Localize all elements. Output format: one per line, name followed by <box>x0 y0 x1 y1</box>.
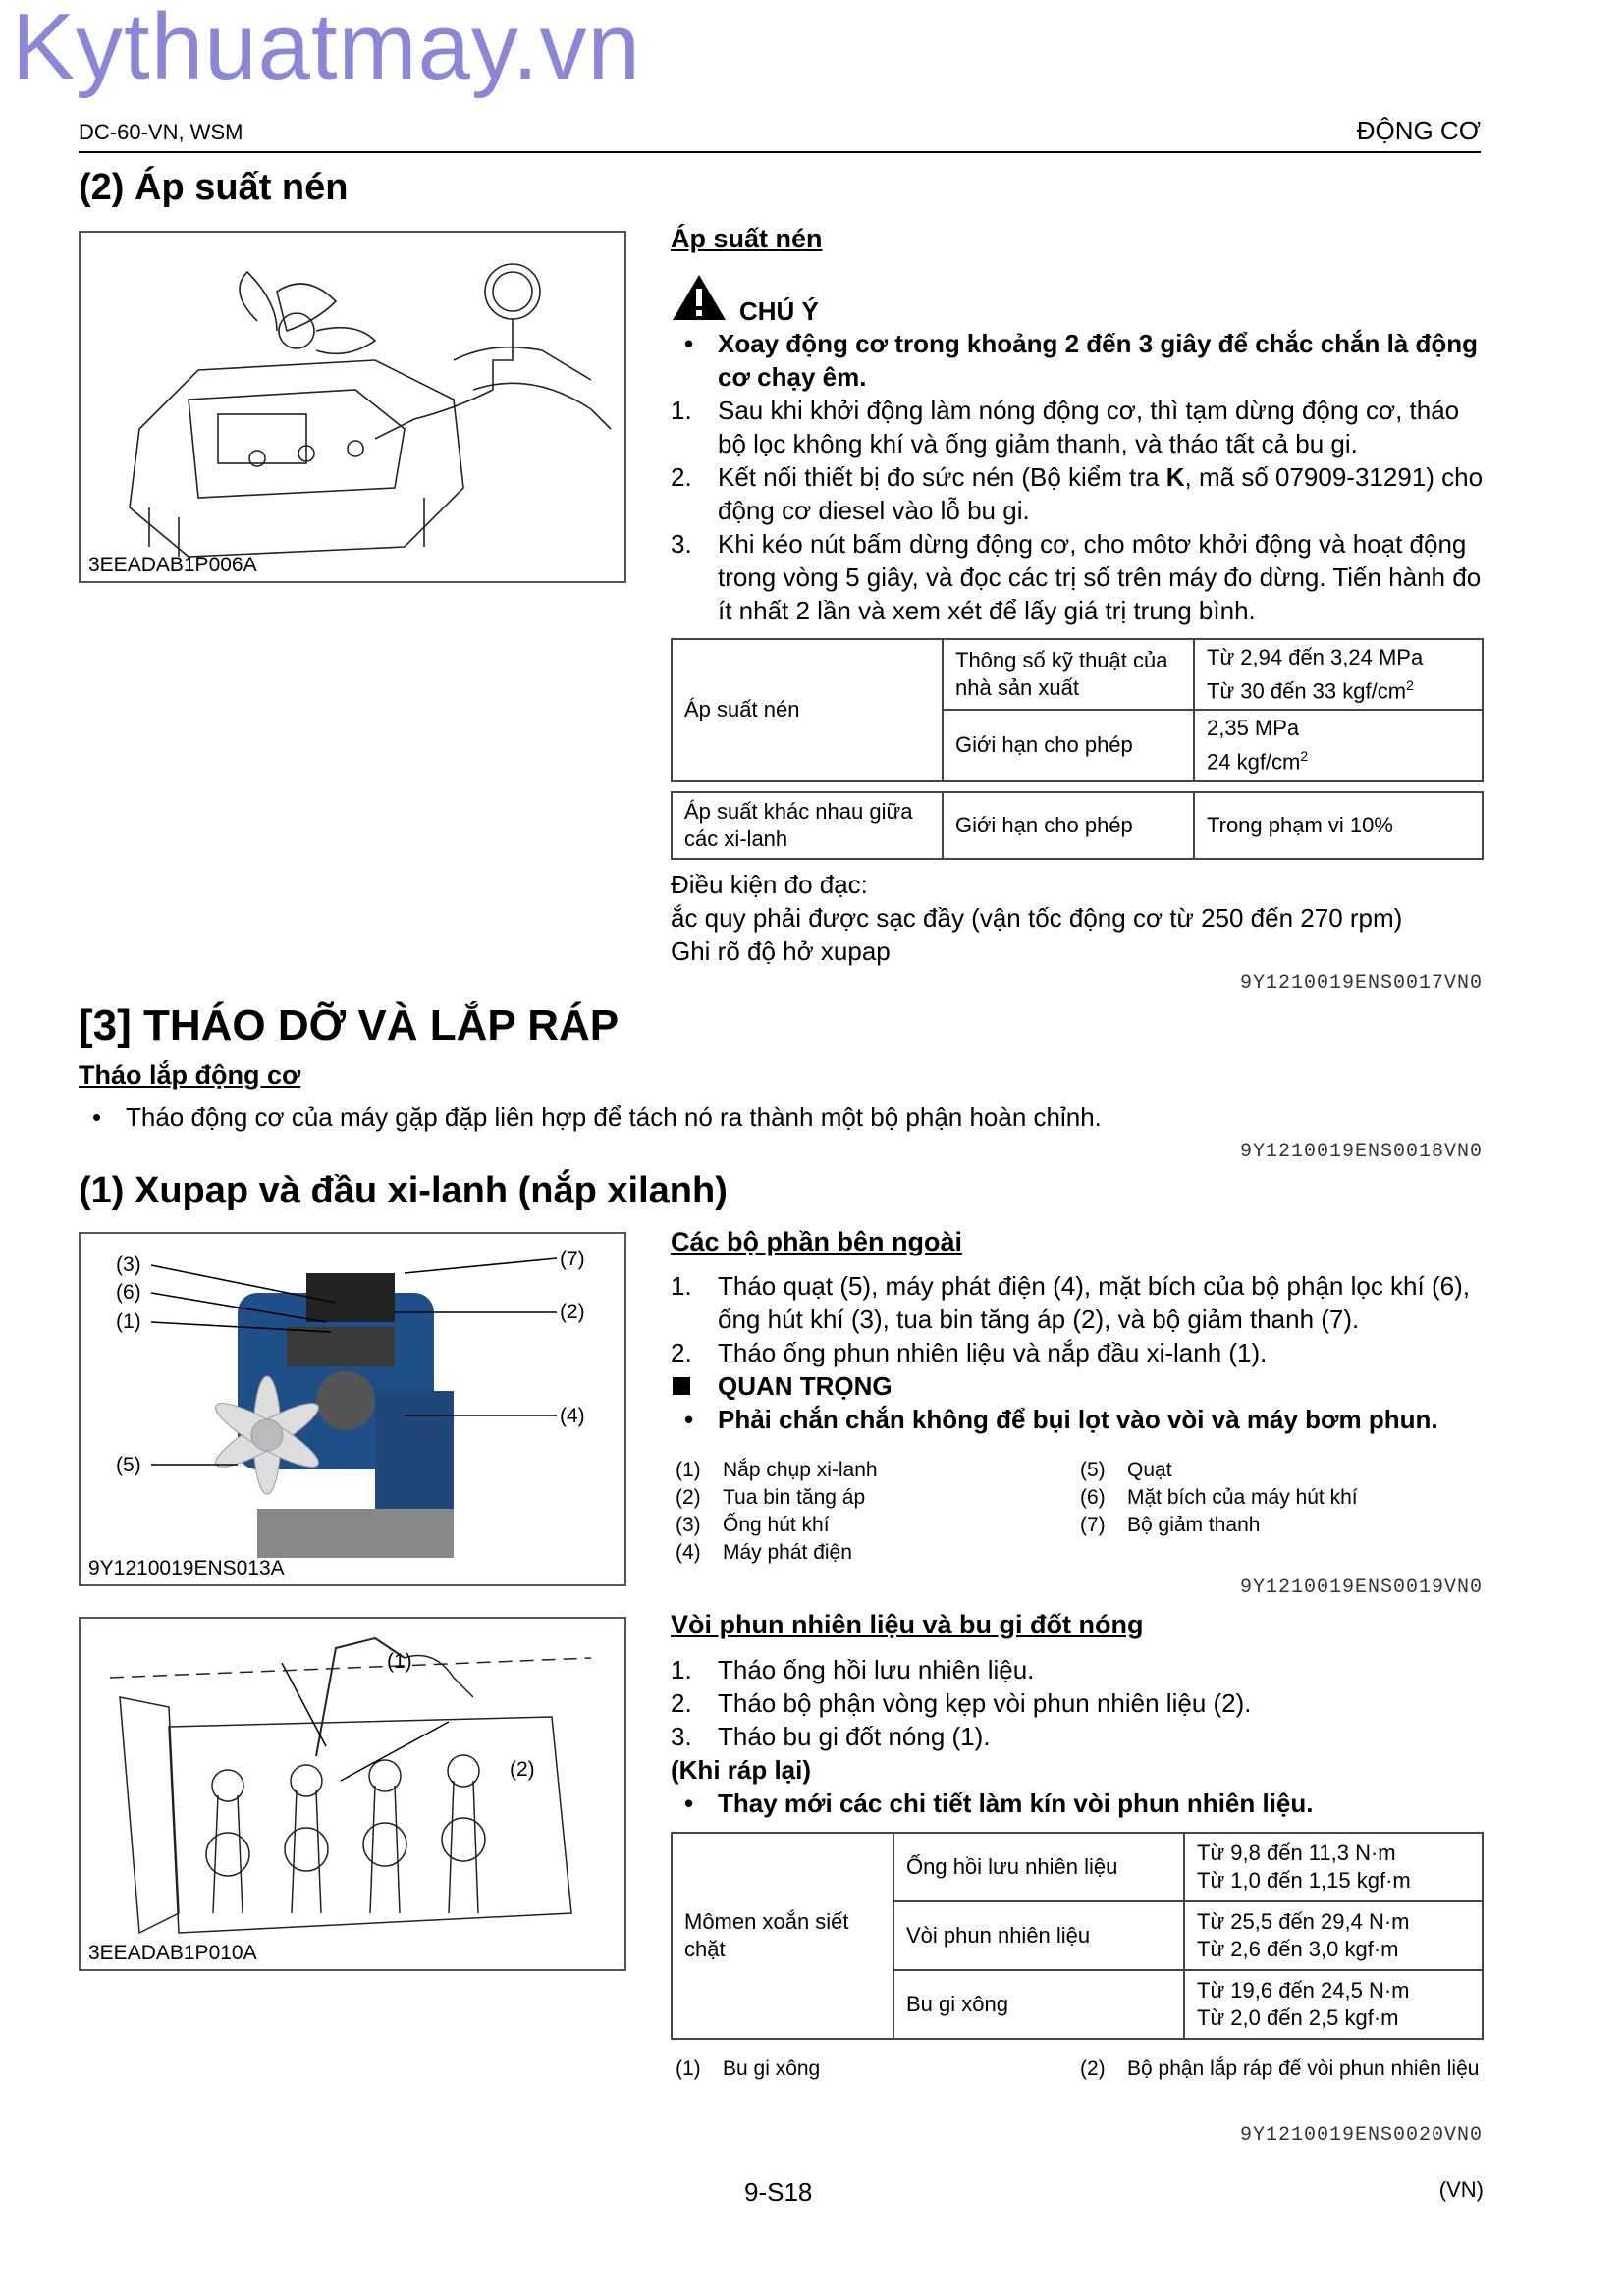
caution-label: CHÚ Ý <box>739 296 819 326</box>
step-item: 2. Tháo ống phun nhiên liệu và nắp đầu xi-lanh (1). <box>671 1338 1268 1367</box>
limit-value: Trong phạm vi 10% <box>1194 792 1483 859</box>
language-code: (VN) <box>1438 2177 1484 2202</box>
callout-label: (1) <box>116 1310 141 1333</box>
engine-compression-illustration <box>81 233 624 581</box>
step-item: 1. Tháo ống hồi lưu nhiên liệu. <box>671 1655 1035 1684</box>
section-heading-compression: (2) Áp suất nén <box>79 167 349 208</box>
step-item: 3. Tháo bu gi đốt nóng (1). <box>671 1722 991 1751</box>
doc-reference-code: 9Y1210019ENS0020VN0 <box>1239 2124 1483 2147</box>
callout-label: (2) <box>560 1301 585 1323</box>
parts-legend-left <box>676 1457 1068 1567</box>
caution-bullet: • Xoay động cơ trong khoảng 2 đến 3 giây để chắc chắn là động cơ chạy êm. <box>684 329 1479 392</box>
section-heading-disassembly: [3] THÁO DỠ VÀ LẮP RÁP <box>79 1001 620 1049</box>
figure-compression-tester <box>79 231 626 583</box>
engine-removal-bullet: • Tháo động cơ của máy gặp đặp liên hợp để tách nó ra thành một bộ phận hoàn chỉnh. <box>92 1102 1102 1132</box>
caution-block <box>671 273 819 327</box>
subheading-engine-removal: Tháo lắp động cơ <box>79 1060 301 1090</box>
injector-content <box>671 1653 1486 1820</box>
parts-legend-right <box>1080 1457 1483 1539</box>
limit-label: Giới hạn cho phép <box>943 792 1194 859</box>
injector-legend-left: (1) Bu gi xông <box>676 2057 821 2080</box>
torque-part: Bu gi xông <box>893 1970 1184 2039</box>
reassembly-bullet: • Thay mới các chi tiết làm kín vòi phun nhiên liệu. <box>684 1789 1314 1818</box>
callout-label: (5) <box>116 1454 141 1476</box>
limit-label: Giới hạn cho phép <box>943 710 1194 780</box>
step-item: 2. Kết nối thiết bị đo sức nén (Bộ kiểm tra K, mã số 07909-31291) cho động cơ diesel vào lỗ bu gi. <box>671 462 1484 525</box>
torque-label: Mômen xoắn siết chặt <box>672 1833 893 2039</box>
callout-label: (7) <box>560 1248 585 1270</box>
spec-value: Từ 2,94 đến 3,24 MPa Từ 30 đến 33 kgf/$cm^2$ <box>1194 639 1483 710</box>
header-doc-code: DC-60-VN, WSM <box>79 120 243 144</box>
page-number: 9-S18 <box>744 2177 813 2207</box>
external-parts-content <box>671 1269 1486 1436</box>
engine-photo-illustration <box>81 1234 624 1584</box>
table-row-label: Áp suất nén <box>672 639 943 781</box>
figure-code: 3EEADAB1P010A <box>88 1942 257 1964</box>
legend-item: (5) Quạt <box>1080 1459 1172 1481</box>
legend-item: (7) Bộ giảm thanh <box>1080 1514 1261 1536</box>
torque-table <box>671 1832 1484 2040</box>
cylinder-difference-table <box>671 791 1484 860</box>
doc-reference-code: 9Y1210019ENS0018VN0 <box>1239 1141 1483 1163</box>
step-item: 1. Tháo quạt (5), máy phát điện (4), mặt bích của bộ phận lọc khí (6), ống hút khí (3), tua bin tăng áp (2), và bộ giảm thanh (7). <box>671 1271 1470 1334</box>
step-item: 1. Sau khi khởi động làm nóng động cơ, thì tạm dừng động cơ, tháo bộ lọc không khí và ống giảm thanh, và tháo tất cả bu gi. <box>671 396 1460 458</box>
callout-label: (4) <box>560 1405 585 1427</box>
limit-value: 2,35 MPa 24 kgf/$cm^2$ <box>1194 710 1483 780</box>
measurement-conditions: Điều kiện đo đạc: ắc quy phải được sạc đầy (vận tốc động cơ từ 250 đến 270 rpm) Ghi rõ độ hở xupap <box>671 870 1403 966</box>
compression-content <box>671 327 1486 627</box>
header-rule <box>79 151 1481 153</box>
torque-value: Từ 19,6 đến 24,5 N·m Từ 2,0 đến 2,5 kgf·m <box>1184 1970 1483 2039</box>
subheading-external-parts: Các bộ phần bên ngoài <box>671 1227 963 1256</box>
legend-item: (3) Ống hút khí <box>676 1514 830 1536</box>
important-bullet: • Phải chắn chắn không để bụi lọt vào vòi và máy bơm phun. <box>684 1405 1438 1434</box>
callout-label: (1) <box>387 1650 412 1673</box>
important-label: QUAN TRỌNG <box>671 1369 1486 1403</box>
torque-part: Vòi phun nhiên liệu <box>893 1901 1184 1970</box>
callout-label: (6) <box>116 1281 141 1304</box>
header-section: ĐỘNG CƠ <box>1356 116 1481 145</box>
spec-label: Thông số kỹ thuật của nhà sản xuất <box>943 639 1194 710</box>
subheading-injector: Vòi phun nhiên liệu và bu gi đốt nóng <box>671 1610 1144 1639</box>
torque-value: Từ 9,8 đến 11,3 N·m Từ 1,0 đến 1,15 kgf·m <box>1184 1833 1483 1901</box>
torque-part: Ống hồi lưu nhiên liệu <box>893 1833 1184 1901</box>
legend-item: (6) Mặt bích của máy hút khí <box>1080 1486 1358 1509</box>
compression-spec-table <box>671 638 1484 782</box>
step-item: 3. Khi kéo nút bấm dừng động cơ, cho môtơ khởi động và hoạt động trong vòng 5 giây, và đọc các trị số trên máy đo dừng. Tiến hành đo ít nhất 2 lần và xem xét để lấy giá trị trung bình. <box>671 529 1482 625</box>
subheading-compression: Áp suất nén <box>671 224 823 253</box>
figure-injector-glowplug <box>79 1617 626 1971</box>
callout-label: (3) <box>116 1254 141 1276</box>
legend-item: (1) Nắp chụp xi-lanh <box>676 1459 878 1481</box>
watermark: Kythuatmay.vn <box>12 0 641 99</box>
legend-item: (4) Máy phát điện <box>676 1541 852 1564</box>
subsection-heading-valve: (1) Xupap và đầu xi-lanh (nắp xilanh) <box>79 1170 728 1211</box>
figure-engine-photo <box>79 1232 626 1586</box>
figure-code: 3EEADAB1P006A <box>88 554 257 576</box>
doc-reference-code: 9Y1210019ENS0017VN0 <box>1239 972 1483 994</box>
warning-triangle-icon <box>671 273 728 322</box>
cylinder-head-illustration <box>81 1619 624 1969</box>
callout-label: (2) <box>510 1758 535 1781</box>
table-row-label: Áp suất khác nhau giữa các xi-lanh <box>672 792 943 859</box>
legend-item: (2) Tua bin tăng áp <box>676 1486 866 1509</box>
injector-legend-right: (2) Bộ phận lắp ráp đế vòi phun nhiên liệu <box>1080 2057 1480 2080</box>
torque-value: Từ 25,5 đến 29,4 N·m Từ 2,6 đến 3,0 kgf·m <box>1184 1901 1483 1970</box>
square-bullet-icon <box>673 1377 690 1395</box>
reassembly-label: (Khi ráp lại) <box>671 1755 812 1785</box>
step-item: 2. Tháo bộ phận vòng kẹp vòi phun nhiên liệu (2). <box>671 1688 1252 1718</box>
figure-code: 9Y1210019ENS013A <box>88 1557 285 1579</box>
doc-reference-code: 9Y1210019ENS0019VN0 <box>1239 1576 1483 1599</box>
